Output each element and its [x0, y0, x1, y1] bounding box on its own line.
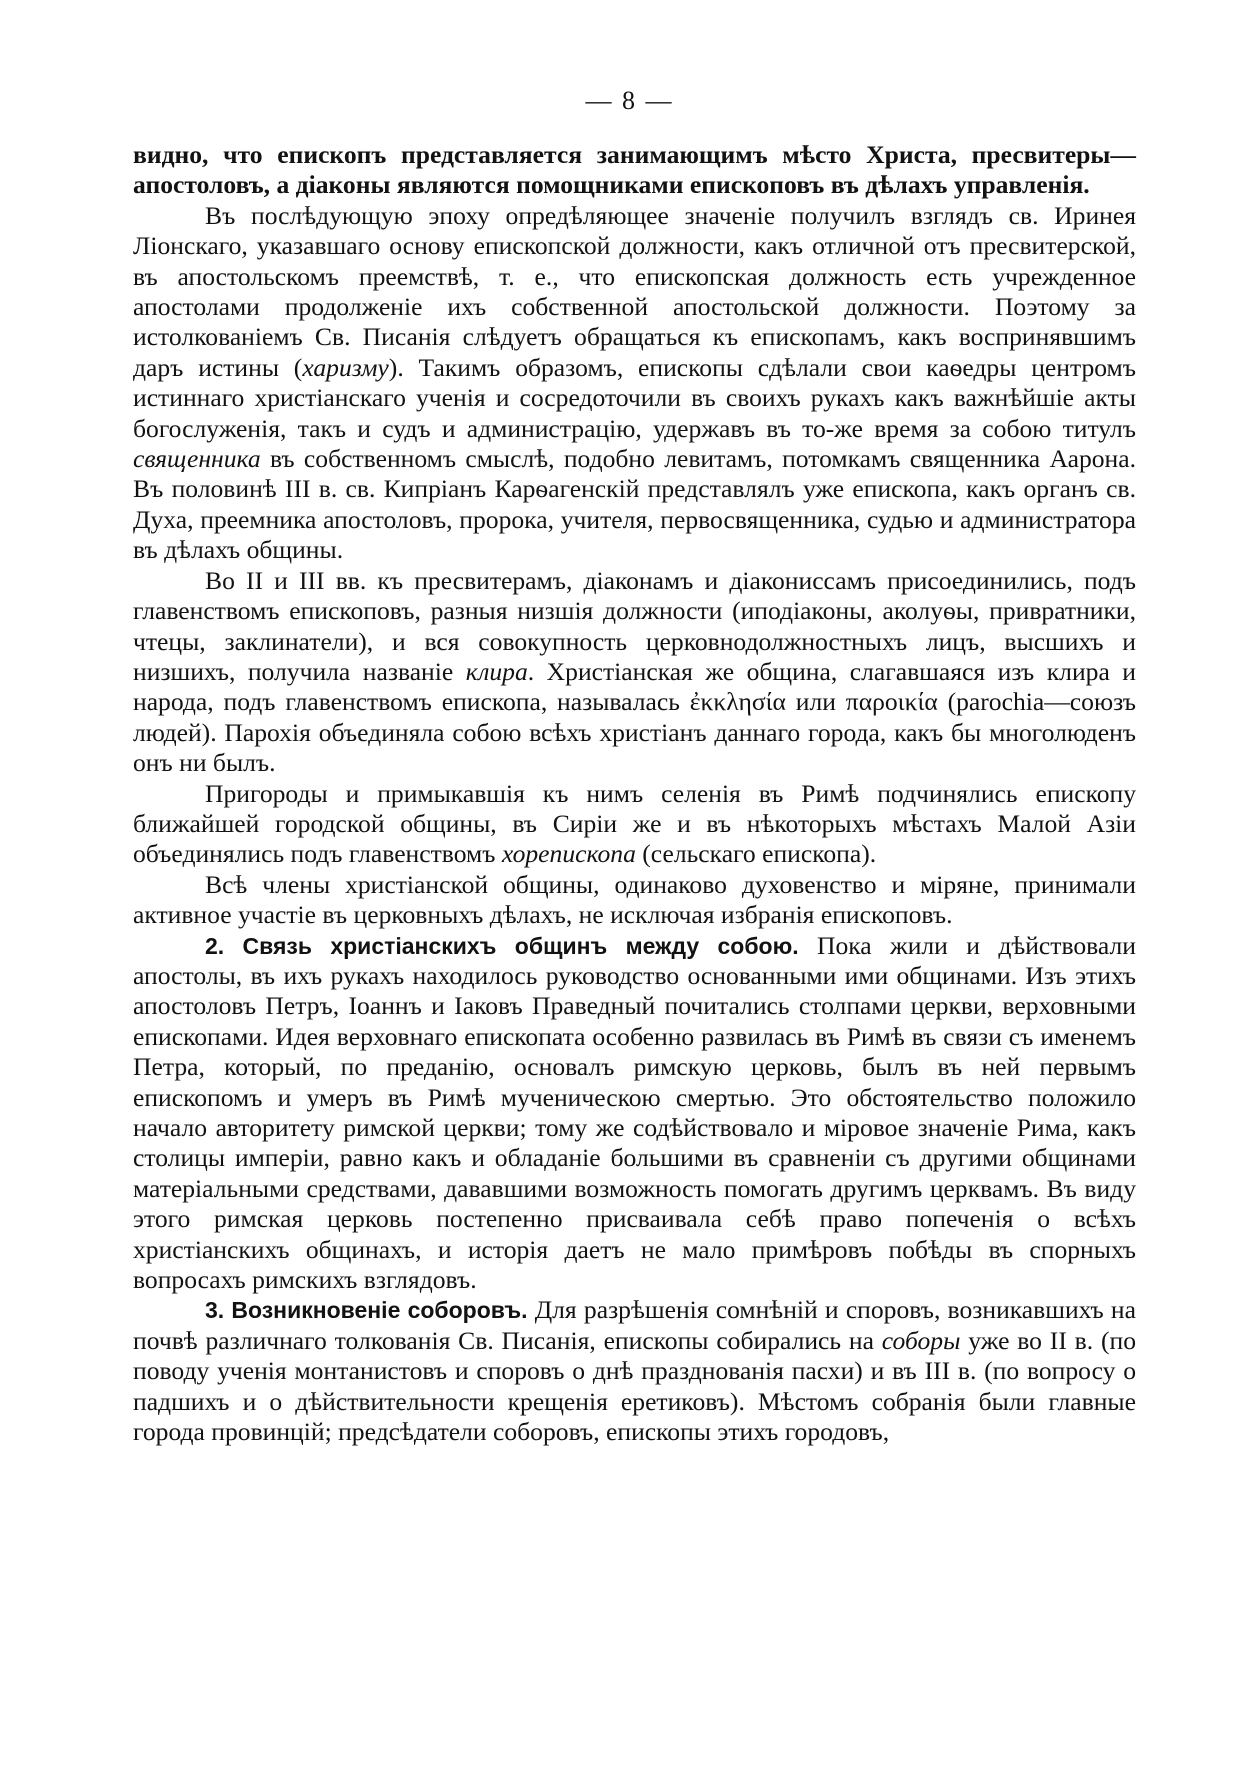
italic-term: клира [465, 656, 528, 686]
italic-term: харизму [302, 352, 389, 382]
paragraph [133, 140, 1136, 201]
paragraph [133, 870, 1136, 931]
page-number: — 8 — [585, 86, 674, 115]
paragraph-text: ). Такимъ образомъ, епископы сдѣлали свои каѳедры центромъ истиннаго христіанскаго ученія и сосредоточили въ своихъ рукахъ какъ важнѣйшіе акты богослуженія, такъ и судъ и администрацію, удержавъ въ то-же время за собою титулъ [133, 352, 1136, 443]
italic-term: хорепископа [501, 839, 636, 869]
paragraph-text: въ собственномъ смыслѣ, подобно левитамъ, потомкамъ священника Аарона. Въ половинѣ III в. св. Кипріанъ Карѳагенскій представлялъ уже епископа, какъ органъ св. Духа, преемника апостоловъ, пророка, учителя, первосвященника, судью и администратора въ дѣлахъ общины. [133, 444, 1136, 565]
paragraph [133, 1295, 1136, 1447]
paragraph-text: Пригороды и примыкавшія къ нимъ селенія въ Римѣ подчинялись епископу ближайшей городской общины, въ Сиріи же и въ нѣкоторыхъ мѣстахъ Малой Азіи объединялись подъ главенствомъ [133, 778, 1136, 869]
paragraph-text: уже во II в. (по поводу ученія монтанистовъ и споровъ о днѣ празднованія пасхи) и въ III в. (по вопросу о падшихъ и о дѣйствительности крещенія еретиковъ). Мѣстомъ собранія были главные города провинцій; предсѣдатели соборовъ, епископы этихъ городовъ, [133, 1325, 1136, 1447]
italic-term: священника [133, 444, 261, 474]
section-heading: 2. Связь христіанскихъ общинъ между собою. [205, 932, 799, 959]
italic-term: соборы [881, 1325, 961, 1355]
paragraph [133, 931, 1136, 1296]
paragraph [133, 201, 1136, 566]
body-text [133, 140, 1136, 1447]
section-heading: 3. Возникновеніе соборовъ. [205, 1297, 528, 1324]
paragraph [133, 779, 1136, 870]
paragraph-text: Въ послѣдующую эпоху опредѣляющее значеніе получилъ взглядъ св. Иринея Ліонскаго, указавшаго основу епископской должности, какъ отличной отъ пресвитерской, въ апостольскомъ преемствѣ, т. е., что епископская должность есть учрежденное апостолами продолженіе ихъ собственной апостольской должности. Поэтому за истолкованіемъ Св. Писанія слѣдуетъ обращаться къ епископамъ, какъ воспринявшимъ даръ истины ( [133, 200, 1136, 382]
paragraph-text: Пока жили и дѣйствовали апостолы, въ ихъ рукахъ находилось руководство основанными ими общинами. Изъ этихъ апостоловъ Петръ, Іоаннъ и Іаковъ Праведный почитались столпами церкви, верховными епископами. Идея верховнаго епископата особенно развилась въ Римѣ въ связи съ именемъ Петра, который, по преданію, основалъ римскую церковь, былъ въ ней первымъ епископомъ и умеръ въ Римѣ мученическою смертью. Это обстоятельство положило начало авторитету римской церкви; тому же содѣйствовало и міровое значеніе Рима, какъ столицы имперіи, равно какъ и обладаніе большими въ сравненіи съ другими общинами матеріальными средствами, дававшими возможность помогать другимъ церквамъ. Въ виду этого римская церковь постепенно присваивала себѣ право попеченія о всѣхъ христіанскихъ общинахъ, и исторія даетъ не мало примѣровъ побѣды въ спорныхъ вопросахъ римскихъ взглядовъ. [133, 930, 1136, 1295]
paragraph-text: Во II и III вв. къ пресвитерамъ, діаконамъ и діакониссамъ присоединились, подъ главенствомъ епископовъ, разныя низшія должности (иподіаконы, аколуѳы, привратники, чтецы, заклинатели), и вся совокупность церковнодолжностныхъ лицъ, высшихъ и низшихъ, получила названіе [133, 565, 1136, 686]
paragraph-text: (сельскаго епископа). [635, 839, 877, 869]
paragraph-text: Для разрѣшенія сомнѣній и споровъ, возникавшихъ на почвѣ различнаго толкованія Св. Писанія, епископы собирались на [133, 1295, 1136, 1355]
paragraph-text: Всѣ члены христіанской общины, одинаково духовенство и міряне, принимали активное участіе въ церковныхъ дѣлахъ, не исключая избранія епископовъ. [133, 869, 1136, 930]
paragraph [133, 566, 1136, 779]
paragraph-text: видно, что епископъ представляется занимающимъ мѣсто Христа, пресвитеры—апостоловъ, а діаконы являются помощниками епископовъ въ дѣлахъ управленія. [133, 140, 1136, 200]
paragraph-text: . Христіанская же община, слагавшаяся изъ клира и народа, подъ главенствомъ епископа, называлась ἐκκλησία или παροικία (parochia—союзъ людей). Парохія объединяла собою всѣхъ христіанъ даннаго города, какъ бы многолюденъ онъ ни былъ. [133, 656, 1136, 778]
